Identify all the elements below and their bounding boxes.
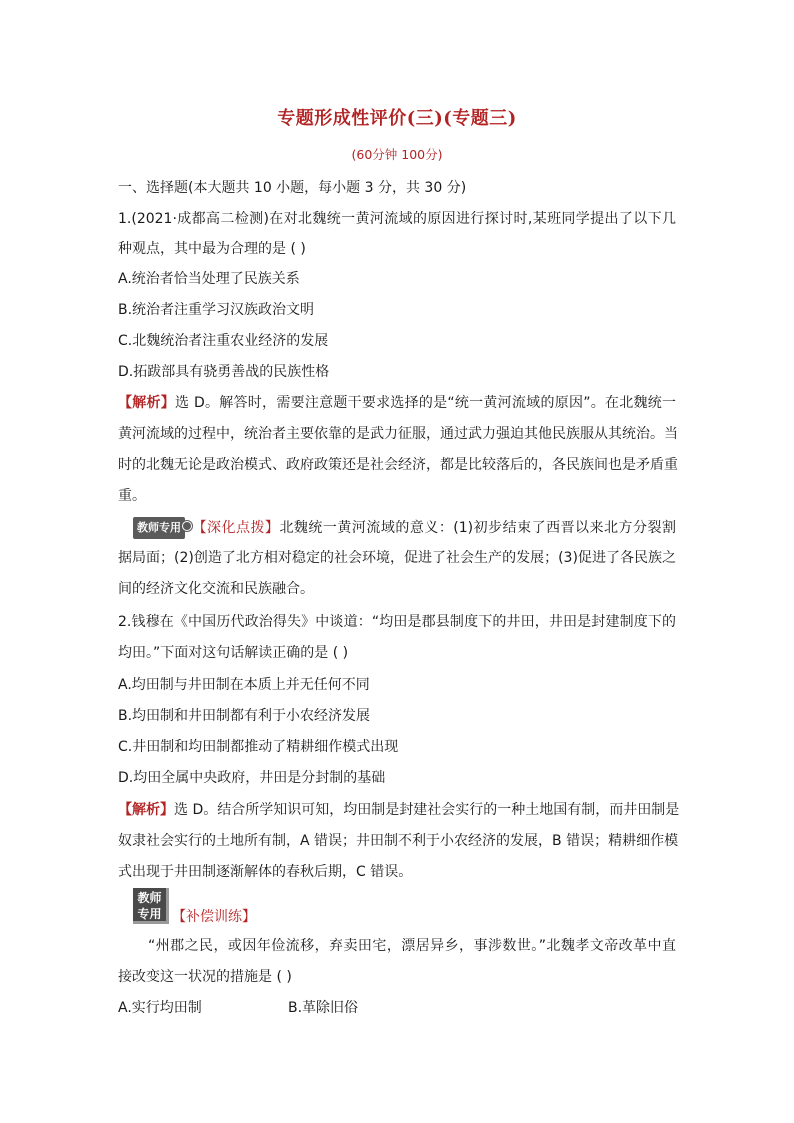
supplement-stem-line1: “州郡之民，或因年俭流移，弃卖田宅，漂居异乡，事涉数世。”北魏孝文帝改革中直: [148, 938, 676, 954]
q1-option-d: D.拓跋部具有骁勇善战的民族性格: [118, 364, 330, 380]
q2-option-a: A.均田制与井田制在本质上并无任何不同: [118, 677, 370, 693]
q1-analysis-line1: [118, 393, 676, 413]
q2-analysis-line2: 奴隶社会实行的土地所有制，A 错误；井田制不利于小农经济的发展，B 错误；精耕细作模: [118, 833, 679, 849]
teacher-badge-top: 教师: [137, 891, 162, 905]
q2-stem-line2: 均田。”下面对这句话解读正确的是 ( ): [118, 645, 349, 661]
q2-stem-line1: 2.钱穆在《中国历代政治得失》中谈道：“均田是郡县制度下的井田，井田是封建制度下的: [118, 614, 676, 630]
q1-stem-line1: 1.(2021·成都高二检测)在对北魏统一黄河流域的原因进行探讨时,某班同学提出了以下几: [118, 211, 676, 227]
q1-stem-line2: 种观点，其中最为合理的是 ( ): [118, 241, 306, 257]
deepen-tag: 【深化点拨】: [192, 520, 280, 536]
supplement-tag: 【补偿训练】: [172, 909, 256, 925]
analysis-tag: 【解析】: [118, 395, 176, 411]
q2-analysis-text: 选 D。结合所学知识可知，均田制是封建社会实行的一种土地国有制，而井田制是: [174, 802, 680, 818]
q1-deepen-line3: 间的经济文化交流和民族融合。: [118, 581, 314, 597]
play-icon: [182, 521, 192, 531]
teacher-badge-bottom: 专用: [137, 907, 162, 921]
q2-option-d: D.均田全属中央政府，井田是分封制的基础: [118, 770, 386, 786]
q1-deepen-line1: [133, 517, 676, 539]
analysis-tag: 【解析】: [118, 802, 174, 818]
q2-analysis-line1: [118, 800, 680, 820]
q1-analysis-line3: 时的北魏无论是政治模式、政府政策还是社会经济，都是比较落后的，各民族间也是矛盾重: [118, 457, 678, 473]
supplement-option-a: A.实行均田制: [118, 1000, 202, 1016]
q1-option-a: A.统治者恰当处理了民族关系: [118, 271, 300, 287]
q1-deepen-line2: 据局面；(2)创造了北方相对稳定的社会环境，促进了社会生产的发展；(3)促进了各民族之: [118, 550, 676, 566]
q1-analysis-line4: 重。: [118, 488, 146, 504]
supplement-stem-line2: 接改变这一状况的措施是 ( ): [118, 969, 292, 985]
section-heading: 一、选择题(本大题共 10 小题，每小题 3 分，共 30 分): [118, 180, 467, 196]
q1-option-b: B.统治者注重学习汉族政治文明: [118, 302, 315, 318]
q1-analysis-line2: 黄河流域的过程中，统治者主要依靠的是武力征服，通过武力强迫其他民族服从其统治。当: [118, 426, 678, 442]
q2-option-c: C.井田制和均田制都推动了精耕细作模式出现: [118, 739, 399, 755]
teacher-only-badge: 教师专用: [133, 517, 185, 539]
supplement-option-b: B.革除旧俗: [288, 1000, 359, 1016]
teacher-only-block-badge: [133, 888, 169, 924]
page-title: 专题形成性评价(三)(专题三): [277, 108, 517, 129]
q2-option-b: B.均田制和井田制都有利于小农经济发展: [118, 708, 371, 724]
q1-analysis-text: 选 D。解答时，需要注意题干要求选择的是“统一黄河流域的原因”。在北魏统一: [175, 395, 677, 411]
q1-option-c: C.北魏统治者注重农业经济的发展: [118, 333, 329, 349]
q1-deepen-text: 北魏统一黄河流域的意义：(1)初步结束了西晋以来北方分裂割: [279, 520, 676, 536]
page-subtitle: (60分钟 100分): [351, 147, 443, 162]
q2-analysis-line3: 式出现于井田制逐渐解体的春秋后期，C 错误。: [118, 864, 413, 880]
